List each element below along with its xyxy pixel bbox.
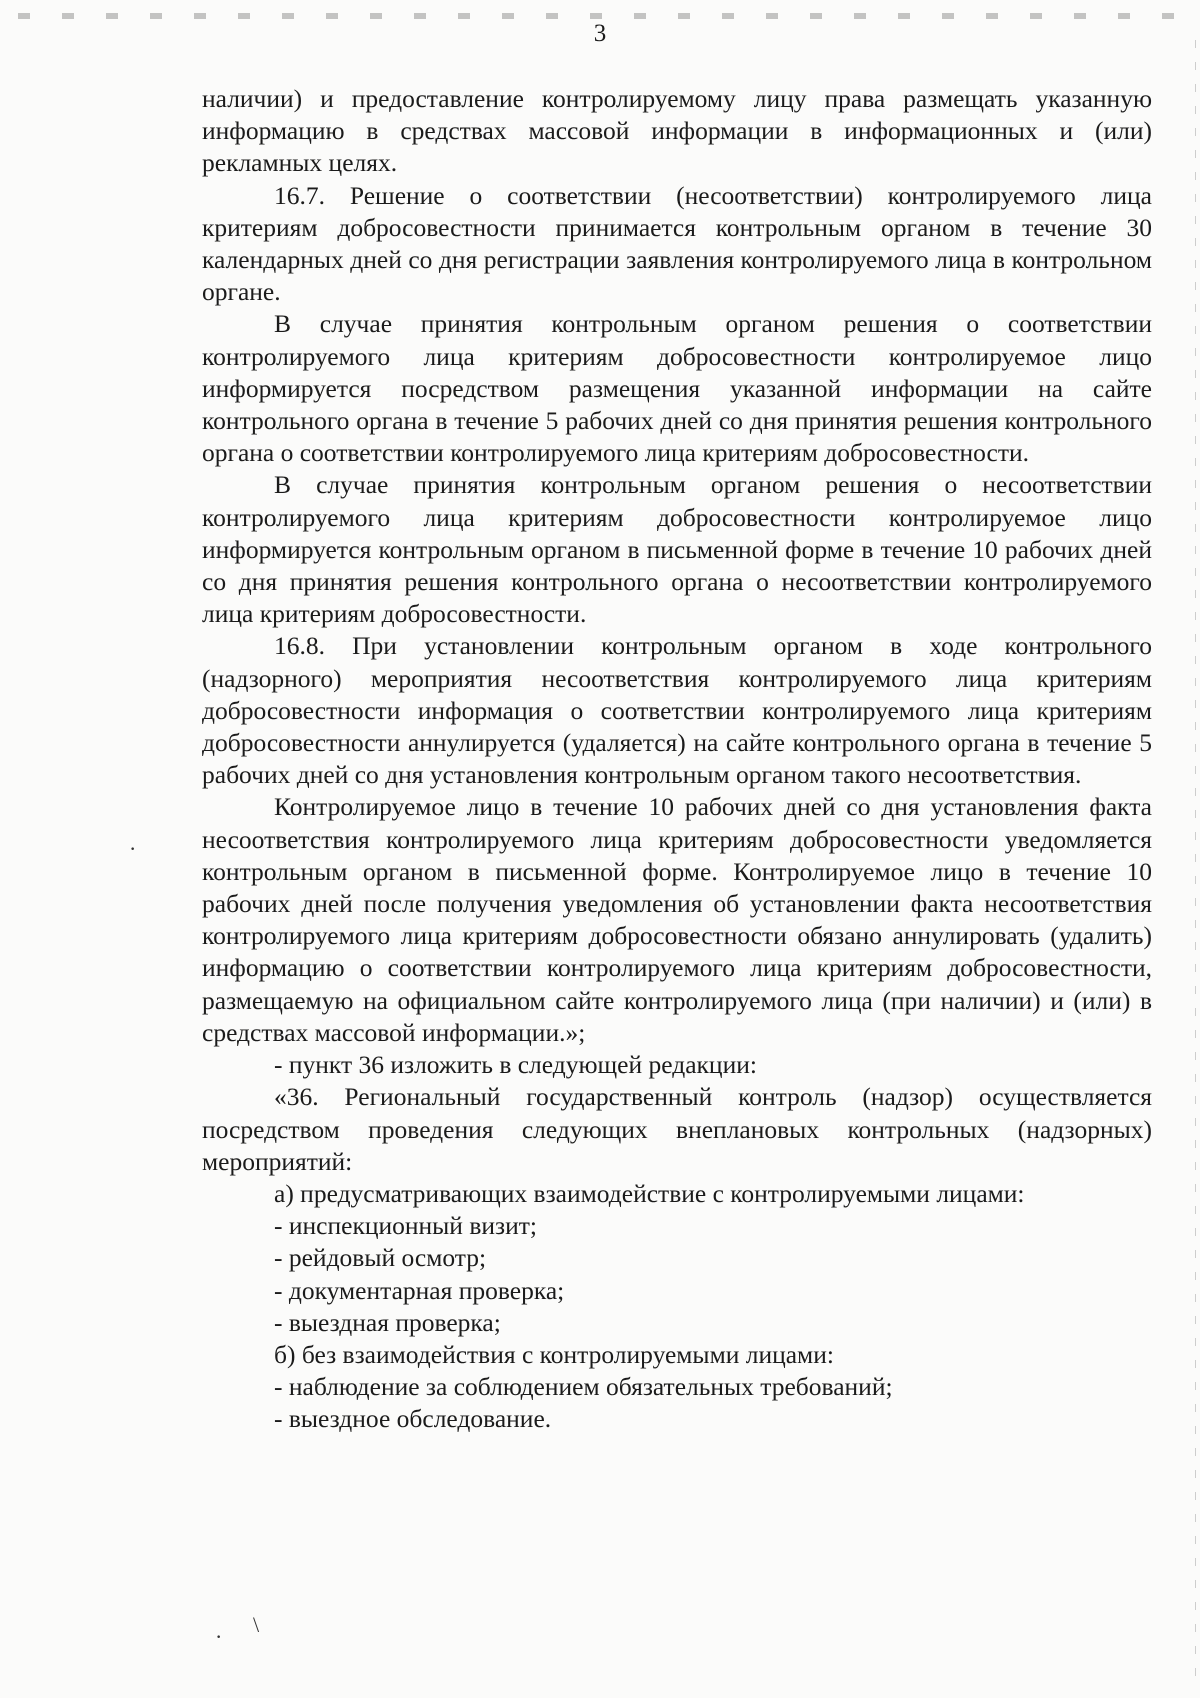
paragraph-noncompliance-decision: В случае принятия контрольным органом решения о несоответствии контролируемого лица критериям добросовестности контролируемое лицо информируется контрольным органом в письменной форме в течение 10 рабочих дней со дня принятия решения контрольного органа о несоответствии контролируемого лица критериям добросовестности.: [202, 470, 1152, 629]
list-heading-b: б) без взаимодействия с контролируемыми лицами:: [274, 1339, 834, 1369]
list-item: - документарная проверка;: [274, 1275, 565, 1305]
paragraph-notification: Контролируемое лицо в течение 10 рабочих дней со дня установления факта несоответствия контролируемого лица критериям добросовестности уведомляется контрольным органом в письменной форме. Контролируемое лицо в течение 10 рабочих дней после получения уведомления об установлении факта несоответствия контролируемого лица критериям добросовестности обязано аннулировать (удалить) информацию о соответствии контролируемого лица критериям добросовестности, размещаемую на официальном сайте контролируемого лица (при наличии) и (или) в средствах массовой информации.»;: [202, 792, 1152, 1047]
scan-artifact-right-edge: [1195, 40, 1196, 1680]
list-item: - выездная проверка;: [274, 1307, 501, 1337]
page-number: 3: [593, 20, 607, 47]
scan-artifact-top-edge: [0, 13, 1200, 19]
scan-speck: ·: [215, 1624, 223, 1649]
paragraph-item-36-intro: - пункт 36 изложить в следующей редакции:: [274, 1050, 757, 1080]
scan-speck: \: [253, 1612, 260, 1637]
paragraph-16-7: 16.7. Решение о соответствии (несоответствии) контролируемого лица критериям добросовестности принимается контрольным органом в течение 30 календарных дней со дня регистрации заявления контролируемого лица в контрольном органе.: [202, 180, 1152, 307]
paragraph-16-8: 16.8. При установлении контрольным органом в ходе контрольного (надзорного) мероприятия несоответствия контролируемого лица критериям добросовестности информация о соответствии контролируемого лица критериям добросовестности аннулируется (удаляется) на сайте контрольного органа в течение 5 рабочих дней со дня установления контрольным органом такого несоответствия.: [202, 631, 1152, 790]
list-heading-a: а) предусматривающих взаимодействие с контролируемыми лицами:: [274, 1178, 1025, 1208]
paragraph-compliance-decision: В случае принятия контрольным органом решения о соответствии контролируемого лица критериям добросовестности контролируемое лицо информируется посредством размещения указанной информации на сайте контрольного органа в течение 5 рабочих дней со дня принятия решения контрольного органа о соответствии контролируемого лица критериям добросовестности.: [202, 309, 1152, 468]
scan-speck: ·: [129, 836, 137, 861]
list-item: - инспекционный визит;: [274, 1211, 537, 1241]
paragraph-continuation: наличии) и предоставление контролируемому лицу права размещать указанную информацию в средствах массовой информации в информационных и (или) рекламных целях.: [202, 84, 1152, 178]
document-body: [202, 83, 1152, 1436]
list-item: - рейдовый осмотр;: [274, 1243, 487, 1273]
paragraph-item-36: «36. Региональный государственный контроль (надзор) осуществляется посредством проведения следующих внеплановых контрольных (надзорных) мероприятий:: [202, 1082, 1152, 1176]
list-item: - наблюдение за соблюдением обязательных требований;: [274, 1372, 893, 1402]
list-item: - выездное обследование.: [274, 1404, 552, 1434]
